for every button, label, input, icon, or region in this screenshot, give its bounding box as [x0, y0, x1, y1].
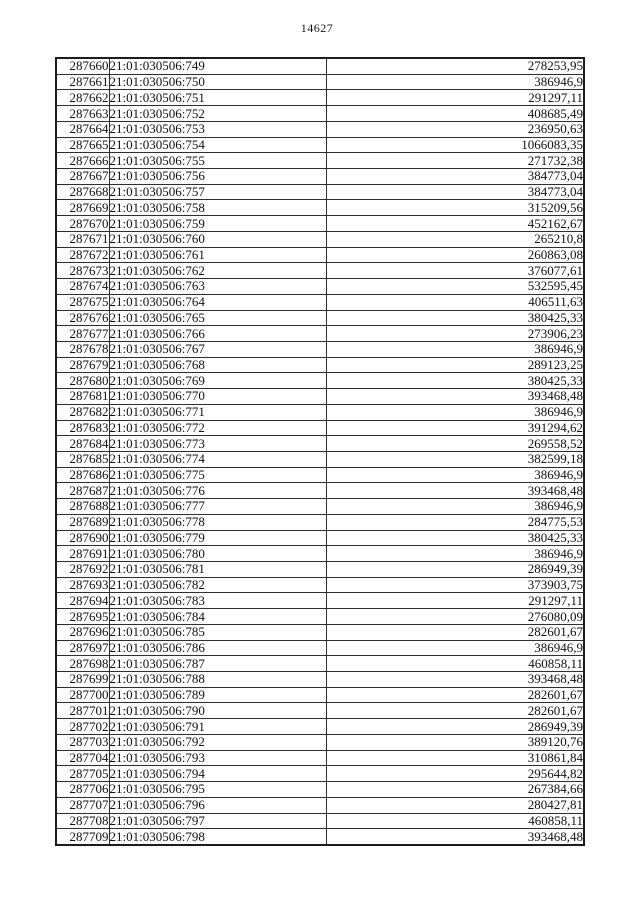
table-row [56, 169, 584, 185]
table-row [56, 813, 584, 829]
row-id-cell: 287668 [56, 184, 109, 200]
row-timestamp-cell: 21:01:030506:772 [109, 420, 326, 436]
table-row [56, 137, 584, 153]
row-value-cell: 276080,09 [326, 609, 584, 625]
row-id-cell: 287681 [56, 389, 109, 405]
row-id-cell: 287698 [56, 656, 109, 672]
table-row [56, 357, 584, 373]
table-row [56, 310, 584, 326]
row-id-cell: 287672 [56, 247, 109, 263]
row-value-cell: 384773,04 [326, 169, 584, 185]
table-row [56, 326, 584, 342]
table-row [56, 624, 584, 640]
row-value-cell: 452162,67 [326, 216, 584, 232]
row-value-cell: 460858,11 [326, 656, 584, 672]
row-id-cell: 287703 [56, 734, 109, 750]
row-id-cell: 287706 [56, 782, 109, 798]
row-timestamp-cell: 21:01:030506:771 [109, 404, 326, 420]
row-value-cell: 532595,45 [326, 279, 584, 295]
row-value-cell: 282601,67 [326, 624, 584, 640]
table-row [56, 200, 584, 216]
row-id-cell: 287691 [56, 546, 109, 562]
table-row [56, 451, 584, 467]
table-row [56, 184, 584, 200]
row-value-cell: 380425,33 [326, 530, 584, 546]
row-value-cell: 386946,9 [326, 404, 584, 420]
row-id-cell: 287662 [56, 90, 109, 106]
row-timestamp-cell: 21:01:030506:768 [109, 357, 326, 373]
row-timestamp-cell: 21:01:030506:787 [109, 656, 326, 672]
row-value-cell: 386946,9 [326, 640, 584, 656]
table-row [56, 389, 584, 405]
data-table [55, 57, 585, 846]
row-timestamp-cell: 21:01:030506:776 [109, 483, 326, 499]
table-row [56, 829, 584, 845]
row-value-cell: 1066083,35 [326, 137, 584, 153]
row-timestamp-cell: 21:01:030506:774 [109, 451, 326, 467]
table-row [56, 687, 584, 703]
row-id-cell: 287688 [56, 499, 109, 515]
table-row [56, 216, 584, 232]
row-timestamp-cell: 21:01:030506:754 [109, 137, 326, 153]
row-timestamp-cell: 21:01:030506:773 [109, 436, 326, 452]
row-value-cell: 280427,81 [326, 797, 584, 813]
row-timestamp-cell: 21:01:030506:796 [109, 797, 326, 813]
row-timestamp-cell: 21:01:030506:756 [109, 169, 326, 185]
row-timestamp-cell: 21:01:030506:758 [109, 200, 326, 216]
row-id-cell: 287707 [56, 797, 109, 813]
table-row [56, 546, 584, 562]
row-value-cell: 460858,11 [326, 813, 584, 829]
row-timestamp-cell: 21:01:030506:785 [109, 624, 326, 640]
row-timestamp-cell: 21:01:030506:788 [109, 672, 326, 688]
row-timestamp-cell: 21:01:030506:752 [109, 106, 326, 122]
data-table-body [56, 58, 584, 845]
row-timestamp-cell: 21:01:030506:795 [109, 782, 326, 798]
table-row [56, 750, 584, 766]
row-id-cell: 287680 [56, 373, 109, 389]
row-id-cell: 287695 [56, 609, 109, 625]
row-id-cell: 287671 [56, 231, 109, 247]
row-timestamp-cell: 21:01:030506:778 [109, 514, 326, 530]
row-timestamp-cell: 21:01:030506:784 [109, 609, 326, 625]
row-id-cell: 287686 [56, 467, 109, 483]
row-value-cell: 291297,11 [326, 593, 584, 609]
row-value-cell: 406511,63 [326, 294, 584, 310]
row-value-cell: 382599,18 [326, 451, 584, 467]
row-timestamp-cell: 21:01:030506:782 [109, 577, 326, 593]
row-timestamp-cell: 21:01:030506:790 [109, 703, 326, 719]
row-id-cell: 287666 [56, 153, 109, 169]
row-id-cell: 287670 [56, 216, 109, 232]
row-id-cell: 287673 [56, 263, 109, 279]
row-timestamp-cell: 21:01:030506:786 [109, 640, 326, 656]
row-id-cell: 287663 [56, 106, 109, 122]
row-id-cell: 287699 [56, 672, 109, 688]
row-value-cell: 265210,8 [326, 231, 584, 247]
row-timestamp-cell: 21:01:030506:793 [109, 750, 326, 766]
row-timestamp-cell: 21:01:030506:789 [109, 687, 326, 703]
table-row [56, 373, 584, 389]
table-row [56, 121, 584, 137]
row-value-cell: 386946,9 [326, 546, 584, 562]
row-id-cell: 287675 [56, 294, 109, 310]
table-row [56, 577, 584, 593]
table-row [56, 672, 584, 688]
row-value-cell: 408685,49 [326, 106, 584, 122]
row-timestamp-cell: 21:01:030506:769 [109, 373, 326, 389]
table-row [56, 483, 584, 499]
row-timestamp-cell: 21:01:030506:757 [109, 184, 326, 200]
table-row [56, 734, 584, 750]
page-number: 14627 [300, 21, 334, 35]
table-row [56, 562, 584, 578]
row-id-cell: 287679 [56, 357, 109, 373]
row-id-cell: 287704 [56, 750, 109, 766]
table-row [56, 231, 584, 247]
row-value-cell: 284775,53 [326, 514, 584, 530]
row-value-cell: 269558,52 [326, 436, 584, 452]
row-timestamp-cell: 21:01:030506:760 [109, 231, 326, 247]
table-row [56, 247, 584, 263]
row-timestamp-cell: 21:01:030506:770 [109, 389, 326, 405]
table-row [56, 782, 584, 798]
row-id-cell: 287684 [56, 436, 109, 452]
row-value-cell: 373903,75 [326, 577, 584, 593]
row-id-cell: 287702 [56, 719, 109, 735]
row-id-cell: 287677 [56, 326, 109, 342]
row-id-cell: 287660 [56, 58, 109, 74]
row-value-cell: 295644,82 [326, 766, 584, 782]
row-timestamp-cell: 21:01:030506:775 [109, 467, 326, 483]
table-row [56, 404, 584, 420]
table-row [56, 499, 584, 515]
row-value-cell: 384773,04 [326, 184, 584, 200]
table-row [56, 703, 584, 719]
row-value-cell: 393468,48 [326, 483, 584, 499]
row-value-cell: 393468,48 [326, 389, 584, 405]
row-id-cell: 287690 [56, 530, 109, 546]
row-id-cell: 287664 [56, 121, 109, 137]
row-timestamp-cell: 21:01:030506:753 [109, 121, 326, 137]
row-value-cell: 286949,39 [326, 719, 584, 735]
row-value-cell: 267384,66 [326, 782, 584, 798]
row-id-cell: 287683 [56, 420, 109, 436]
row-timestamp-cell: 21:01:030506:780 [109, 546, 326, 562]
row-timestamp-cell: 21:01:030506:783 [109, 593, 326, 609]
row-timestamp-cell: 21:01:030506:764 [109, 294, 326, 310]
table-row [56, 514, 584, 530]
row-value-cell: 282601,67 [326, 687, 584, 703]
row-timestamp-cell: 21:01:030506:751 [109, 90, 326, 106]
row-id-cell: 287685 [56, 451, 109, 467]
row-value-cell: 282601,67 [326, 703, 584, 719]
table-row [56, 74, 584, 90]
row-value-cell: 310861,84 [326, 750, 584, 766]
row-value-cell: 315209,56 [326, 200, 584, 216]
row-id-cell: 287701 [56, 703, 109, 719]
row-timestamp-cell: 21:01:030506:767 [109, 341, 326, 357]
row-value-cell: 236950,63 [326, 121, 584, 137]
row-value-cell: 386946,9 [326, 499, 584, 515]
row-value-cell: 393468,48 [326, 672, 584, 688]
table-row [56, 640, 584, 656]
row-id-cell: 287687 [56, 483, 109, 499]
table-row [56, 90, 584, 106]
row-id-cell: 287661 [56, 74, 109, 90]
row-timestamp-cell: 21:01:030506:794 [109, 766, 326, 782]
table-row [56, 797, 584, 813]
row-value-cell: 278253,95 [326, 58, 584, 74]
row-id-cell: 287709 [56, 829, 109, 845]
row-value-cell: 389120,76 [326, 734, 584, 750]
row-id-cell: 287676 [56, 310, 109, 326]
row-id-cell: 287669 [56, 200, 109, 216]
row-timestamp-cell: 21:01:030506:755 [109, 153, 326, 169]
table-row [56, 294, 584, 310]
row-timestamp-cell: 21:01:030506:798 [109, 829, 326, 845]
row-value-cell: 386946,9 [326, 341, 584, 357]
row-id-cell: 287678 [56, 341, 109, 357]
row-value-cell: 291297,11 [326, 90, 584, 106]
table-row [56, 341, 584, 357]
table-row [56, 656, 584, 672]
row-timestamp-cell: 21:01:030506:763 [109, 279, 326, 295]
table-row [56, 609, 584, 625]
table-row [56, 467, 584, 483]
row-timestamp-cell: 21:01:030506:797 [109, 813, 326, 829]
row-timestamp-cell: 21:01:030506:791 [109, 719, 326, 735]
row-value-cell: 289123,25 [326, 357, 584, 373]
row-id-cell: 287674 [56, 279, 109, 295]
row-timestamp-cell: 21:01:030506:762 [109, 263, 326, 279]
row-timestamp-cell: 21:01:030506:759 [109, 216, 326, 232]
row-id-cell: 287697 [56, 640, 109, 656]
row-id-cell: 287705 [56, 766, 109, 782]
table-row [56, 436, 584, 452]
row-id-cell: 287682 [56, 404, 109, 420]
row-timestamp-cell: 21:01:030506:750 [109, 74, 326, 90]
row-id-cell: 287693 [56, 577, 109, 593]
row-value-cell: 260863,08 [326, 247, 584, 263]
row-id-cell: 287667 [56, 169, 109, 185]
row-timestamp-cell: 21:01:030506:749 [109, 58, 326, 74]
row-id-cell: 287689 [56, 514, 109, 530]
row-value-cell: 393468,48 [326, 829, 584, 845]
table-row [56, 279, 584, 295]
row-id-cell: 287708 [56, 813, 109, 829]
table-row [56, 593, 584, 609]
row-value-cell: 376077,61 [326, 263, 584, 279]
row-value-cell: 380425,33 [326, 373, 584, 389]
table-row [56, 58, 584, 74]
row-timestamp-cell: 21:01:030506:777 [109, 499, 326, 515]
row-id-cell: 287700 [56, 687, 109, 703]
table-row [56, 153, 584, 169]
row-value-cell: 273906,23 [326, 326, 584, 342]
row-id-cell: 287694 [56, 593, 109, 609]
row-value-cell: 380425,33 [326, 310, 584, 326]
row-timestamp-cell: 21:01:030506:781 [109, 562, 326, 578]
row-id-cell: 287665 [56, 137, 109, 153]
row-value-cell: 271732,38 [326, 153, 584, 169]
table-row [56, 530, 584, 546]
row-value-cell: 386946,9 [326, 467, 584, 483]
row-timestamp-cell: 21:01:030506:792 [109, 734, 326, 750]
row-value-cell: 391294,62 [326, 420, 584, 436]
row-value-cell: 386946,9 [326, 74, 584, 90]
table-row [56, 719, 584, 735]
row-value-cell: 286949,39 [326, 562, 584, 578]
row-timestamp-cell: 21:01:030506:766 [109, 326, 326, 342]
row-timestamp-cell: 21:01:030506:765 [109, 310, 326, 326]
table-row [56, 420, 584, 436]
table-row [56, 263, 584, 279]
table-row [56, 106, 584, 122]
row-id-cell: 287692 [56, 562, 109, 578]
table-row [56, 766, 584, 782]
row-timestamp-cell: 21:01:030506:779 [109, 530, 326, 546]
row-timestamp-cell: 21:01:030506:761 [109, 247, 326, 263]
row-id-cell: 287696 [56, 624, 109, 640]
